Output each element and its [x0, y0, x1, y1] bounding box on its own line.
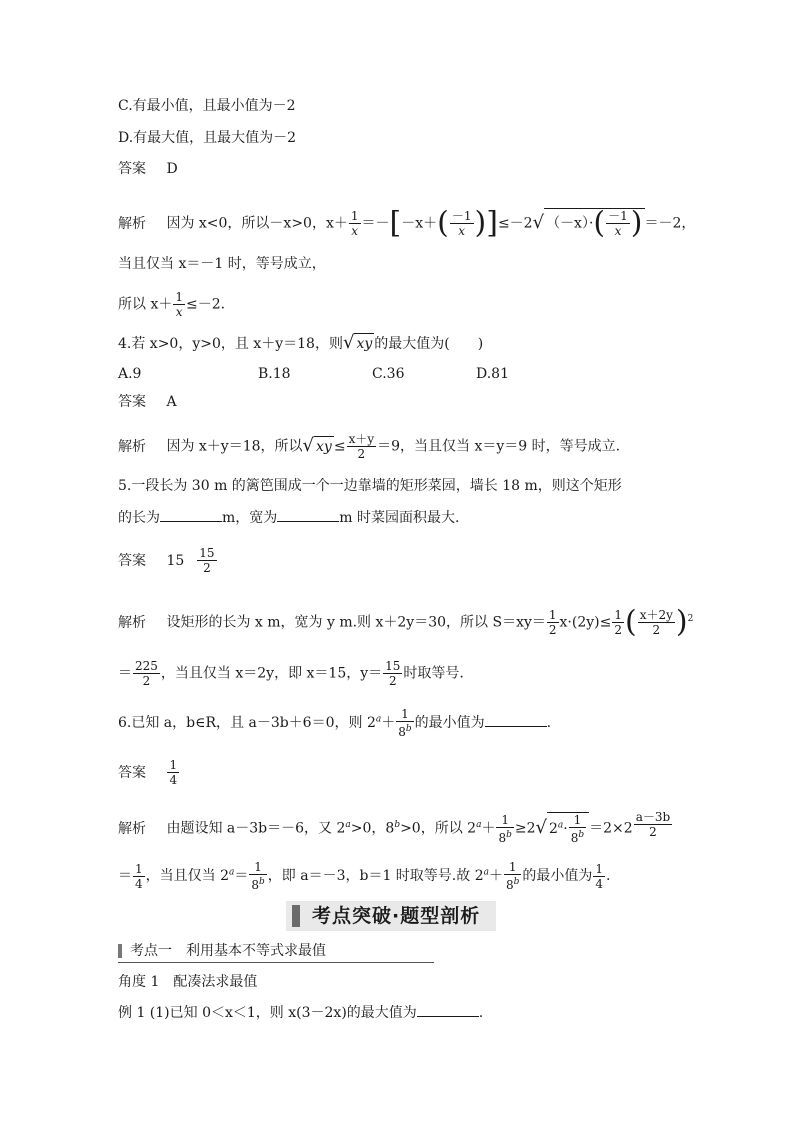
answer-label: 答案 — [118, 394, 146, 410]
section-banner — [286, 901, 496, 931]
question-4-stem: 4.若 x>0，y>0，且 x＋y＝18，则√ xy 的最大值为( ) — [118, 332, 484, 353]
analysis-text: ＝9，当且仅当 x＝y＝9 时，等号成立. — [377, 438, 621, 455]
answer-label: 答案 — [118, 161, 146, 177]
topic-heading — [118, 940, 434, 963]
angle-heading: 角度 1 配凑法求最值 — [118, 974, 258, 990]
analysis-conclusion — [118, 290, 225, 319]
question-5-stem: 5.一段长为 30 m 的篱笆围成一个一边靠墙的矩形菜园，墙长 18 m，则这个矩形 — [118, 478, 622, 494]
analysis-row: 解析 因为 x<0，所以－x>0，x＋ $\frac{1}{x}$ ＝－[－x＋( $\frac{-1}{x}$ )]≤－2√ （－x）·( $\frac{-1}{x}$ ) ＝－2， — [118, 205, 696, 241]
analysis-text: ，当且仅当 2 — [145, 868, 229, 884]
analysis-row: 解析 设矩形的长为 x m，宽为 y m.则 x＋2y＝30，所以 S＝xy＝ $\frac{1}{2}$ x·(2y)≤ $\frac{1}{2}$ ( $\frac{x+2y}{2}$ )$^2$ — [118, 604, 694, 640]
answer-blank — [160, 507, 222, 522]
formula: $\frac{225}{2}$ — [135, 659, 158, 688]
analysis-text: ，当且仅当 x＝2y，即 x＝15，y＝ — [160, 665, 383, 682]
analysis-text: ≤－2. — [186, 296, 226, 313]
analysis-label: 解析 — [118, 438, 146, 455]
answer-blank — [277, 507, 339, 522]
analysis-label: 解析 — [118, 215, 146, 232]
answer-value: D — [166, 161, 178, 177]
answer-row — [118, 159, 178, 179]
formula: $\frac{1}{x}$ — [350, 209, 359, 238]
analysis-text: ＝ $\frac{1}{4}$ ，当且仅当 $2^a=$ $\frac{1}{8^b}$ ，即 a＝－3，b＝1 时取等号.故 $2^a+$ $\frac{1}{8^b}$ 的最小值为 $\frac{1}{4}$ . — [118, 860, 611, 892]
analysis-label: 解析 — [118, 820, 146, 837]
stem-text: m，宽为 — [222, 510, 278, 526]
analysis-row: 解析 由题设知 a－3b＝－6，又 $2^a>0$，$8^b>0$，所以 $2^a+$ $\frac{1}{8^b}$ ≥2√ $2^a\cdot$ $\frac{1}{8^b}$ ＝2×2 $^{\frac{a-3b}{2}}$ — [118, 810, 671, 845]
option-a: A.9 — [118, 366, 142, 382]
analysis-text: 所以 x＋ — [118, 296, 173, 313]
analysis-label: 解析 — [118, 614, 146, 631]
banner-title: 考点突破·题型剖析 — [312, 905, 481, 927]
stem-text: 的最大值为( ) — [374, 336, 484, 352]
formula: $\frac{1}{4}$ — [169, 758, 178, 787]
formula: $\frac{1}{8^b}$ — [398, 707, 412, 739]
option-d: D.81 — [476, 366, 509, 382]
analysis-text: >0，8 — [350, 820, 395, 837]
question-6-stem: 6.已知 a，b∈R，且 a－3b＋6＝0，则 $2^a+$ $\frac{1}{8^b}$ 的最小值为 . — [118, 707, 552, 739]
formula: $\frac{x+y}{2}$ — [348, 432, 375, 461]
formula: $\frac{1}{8^b}$ — [251, 860, 265, 892]
option-c: C.有最小值，且最小值为－2 — [118, 98, 296, 114]
analysis-text: 设矩形的长为 x m，宽为 y m.则 x＋2y＝30，所以 S＝xy＝ — [166, 614, 546, 631]
question-5-stem — [118, 507, 459, 528]
stem-text: 6.已知 a，b∈R，且 a－3b＋6＝0，则 2 — [118, 715, 376, 731]
analysis-text: ，即 a＝－3，b＝1 时取等号.故 2 — [267, 868, 484, 884]
option-d: D.有最大值，且最大值为－2 — [118, 130, 297, 146]
option-c: C.36 — [372, 366, 405, 382]
answer-label: 答案 — [118, 552, 146, 569]
formula: $\frac{1}{4}$ — [135, 861, 143, 891]
analysis-text: 因为 x<0，所以－x>0，x＋ — [166, 215, 348, 232]
analysis-text: ＝ $\frac{225}{2}$ ，当且仅当 x＝2y，即 x＝15，y＝ $\frac{15}{2}$ 时取等号. — [118, 659, 464, 688]
stem-text: 例 1 (1)已知 0＜x＜1，则 x(3－2x)的最大值为 — [118, 1005, 417, 1021]
answer-row — [118, 758, 180, 787]
answer-blank — [485, 712, 547, 727]
formula: $\frac{15}{2}$ — [385, 659, 401, 688]
answer-row — [118, 546, 218, 575]
analysis-text: 当且仅当 x＝－1 时，等号成立， — [118, 256, 326, 272]
answer-blank — [417, 1002, 479, 1017]
answer-label: 答案 — [118, 764, 146, 781]
formula: $\frac{1}{8^b}$ — [498, 812, 512, 845]
formula: $\frac{15}{2}$ — [199, 546, 215, 575]
answer-row — [118, 392, 177, 412]
example-stem: 例 1 (1)已知 0＜x＜1，则 x(3－2x)的最大值为 . — [118, 1002, 483, 1023]
topic-title: 考点一 利用基本不等式求最值 — [130, 943, 326, 959]
stem-text: m 时菜园面积最大. — [339, 510, 460, 526]
analysis-text: >0，所以 2 — [400, 820, 477, 837]
topic-bar — [118, 944, 122, 958]
banner-bar — [292, 905, 300, 927]
analysis-text: 由题设知 a－3b＝－6，又 2 — [166, 820, 346, 837]
option-b: B.18 — [258, 366, 291, 382]
answer-value: 15 — [166, 552, 185, 569]
analysis-text: 因为 x＋y＝18，所以 — [166, 438, 303, 455]
analysis-text: 时取等号. — [403, 665, 464, 682]
stem-text: 的最小值为 — [414, 715, 485, 731]
formula: $\frac{1}{2}$ — [548, 608, 557, 637]
analysis-row: 解析 因为 x＋y＝18，所以√ xy ≤ $\frac{x+y}{2}$ ＝9，当且仅当 x＝y＝9 时，等号成立. — [118, 432, 621, 461]
formula: $\frac{1}{x}$ — [175, 290, 183, 319]
stem-text: 4.若 x>0，y>0，且 x＋y＝18，则 — [118, 336, 343, 352]
analysis-text: 的最小值为 — [522, 868, 593, 884]
stem-text: 的长为 — [118, 510, 160, 526]
answer-value: A — [166, 394, 177, 410]
